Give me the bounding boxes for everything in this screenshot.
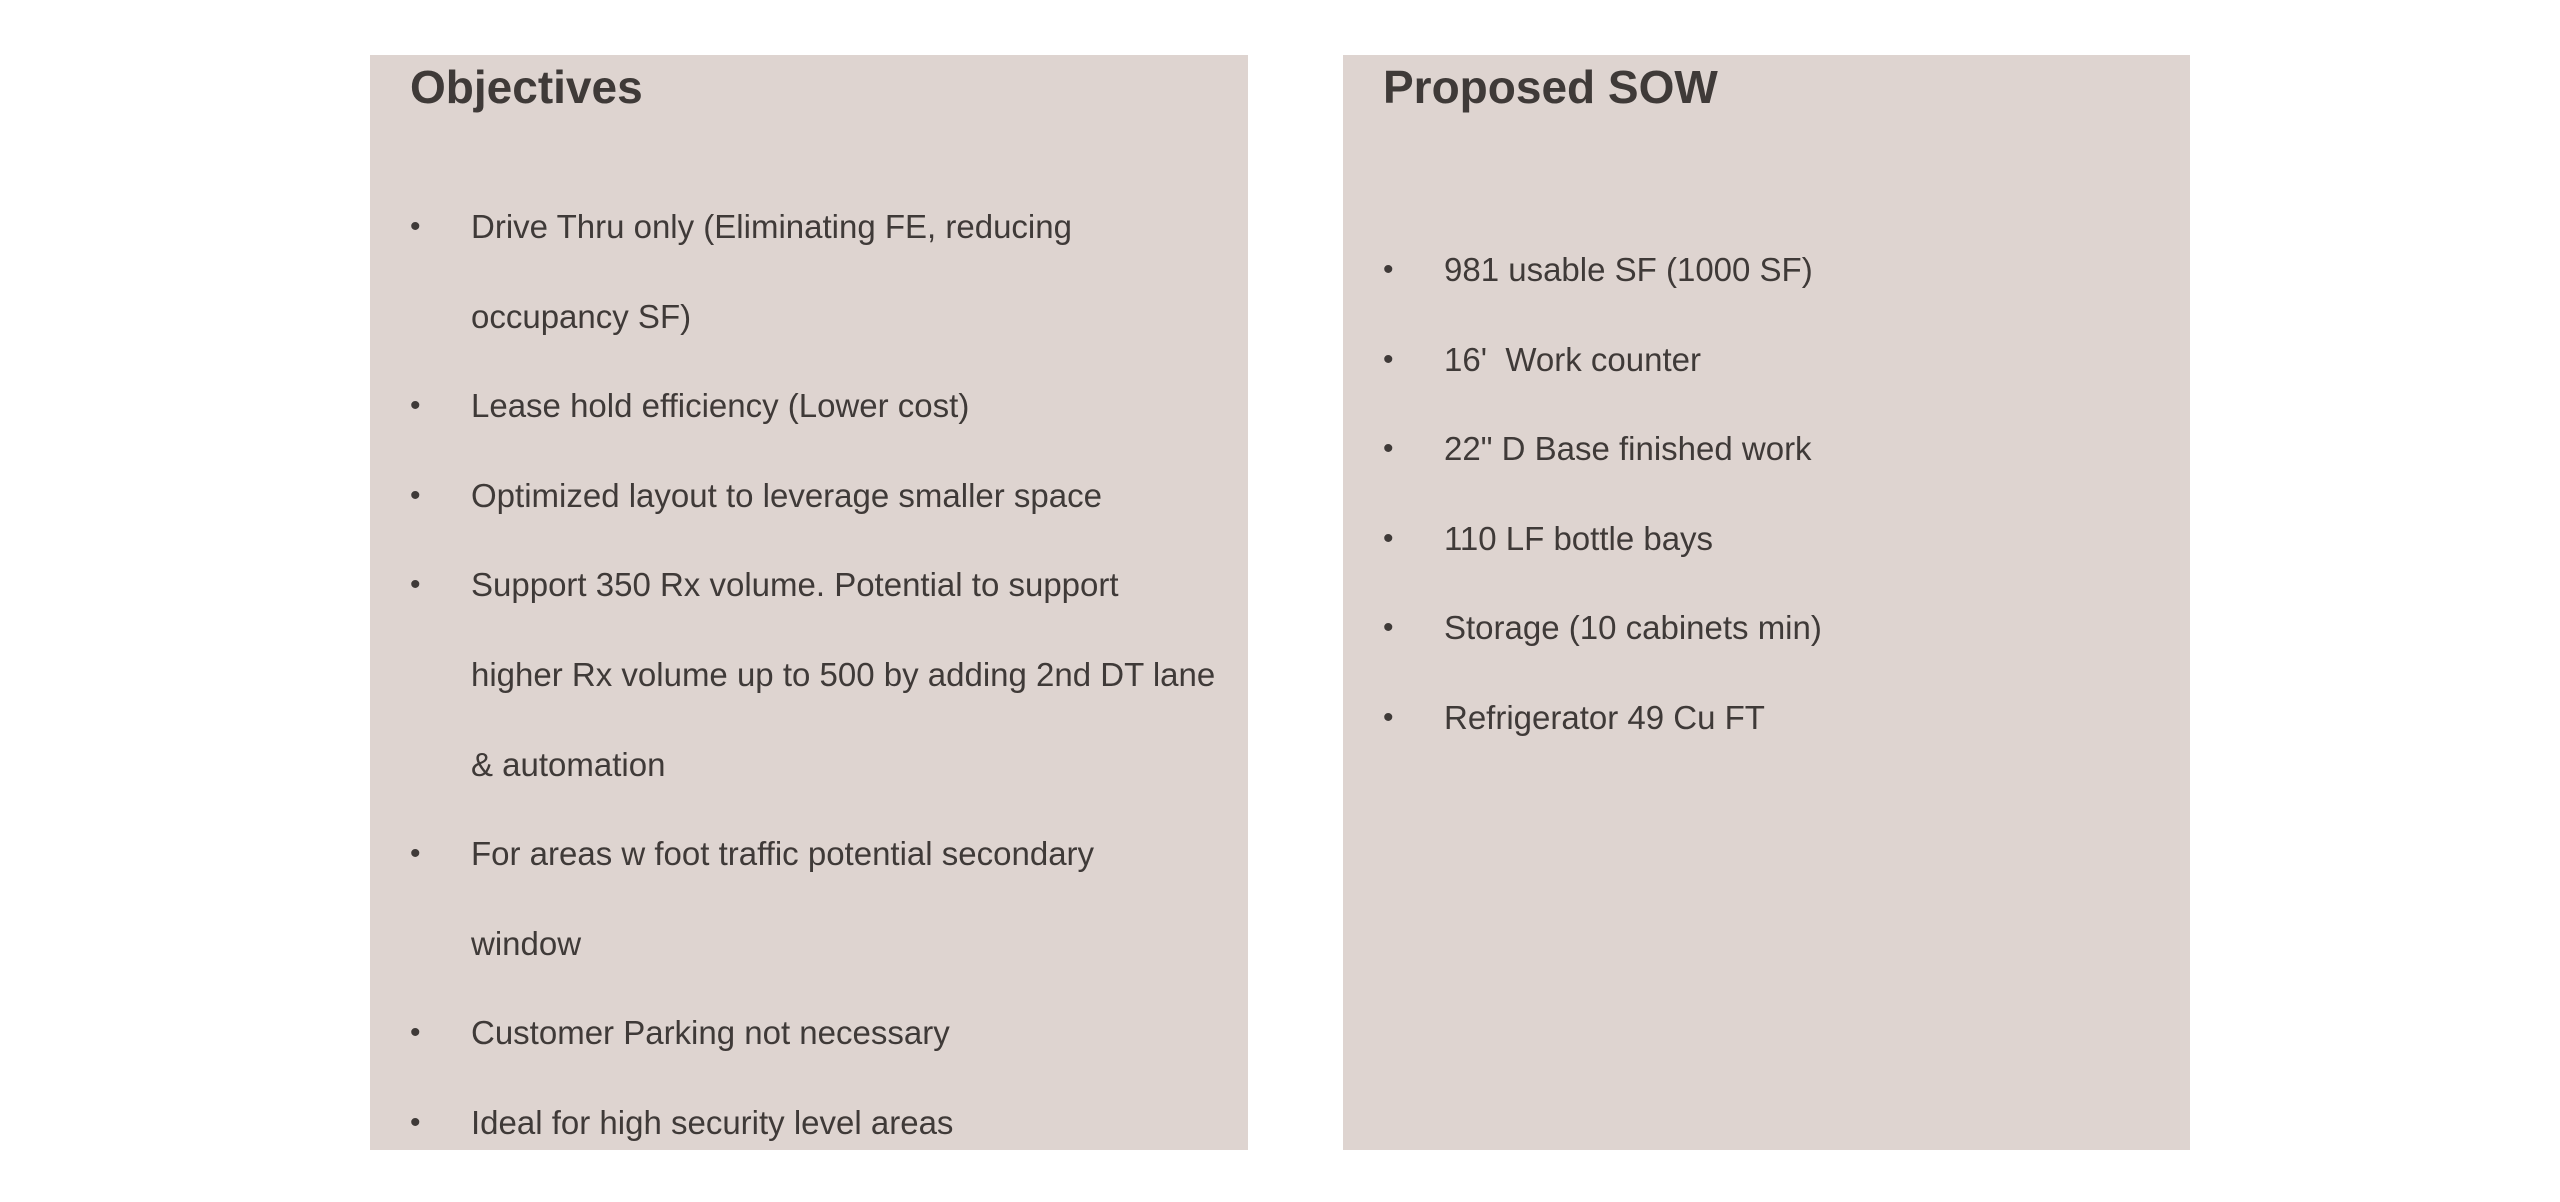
objective-item-line: For areas w foot traffic potential secondary: [471, 835, 1095, 873]
sow-item: [1343, 673, 2163, 763]
objective-item: [370, 988, 1250, 1078]
objective-item-line: Lease hold efficiency (Lower cost): [471, 387, 970, 425]
sow-item-text: 110 LF bottle bays: [1444, 519, 1714, 557]
objective-item-line: higher Rx volume up to 500 by adding 2nd DT lane: [471, 655, 1216, 693]
bullet-icon: •: [1383, 342, 1394, 376]
bullet-icon: •: [1383, 611, 1394, 645]
sow-item-text: 981 usable SF (1000 SF): [1444, 251, 1813, 288]
bullet-icon: •: [1383, 432, 1394, 466]
bullet-icon: •: [1383, 700, 1394, 734]
bullet-icon: •: [410, 478, 421, 512]
objective-item: [370, 451, 1250, 541]
sow-item: [1343, 583, 2163, 673]
objective-item-line: & automation: [471, 745, 666, 783]
bullet-icon: •: [410, 837, 421, 871]
bullet-icon: •: [410, 1016, 421, 1050]
proposed-sow-panel: [1343, 55, 2190, 1150]
bullet-icon: •: [410, 389, 421, 423]
proposed-sow-list: [1343, 225, 2190, 763]
proposed-sow-title: Proposed SOW: [1383, 61, 1718, 113]
bullet-icon: •: [1383, 521, 1394, 555]
objective-item-line: occupancy SF): [471, 297, 692, 335]
objective-item: [370, 182, 1250, 361]
objective-item-line: Optimized layout to leverage smaller space: [471, 476, 1102, 514]
bullet-icon: •: [410, 210, 421, 243]
objective-item-line: Customer Parking not necessary: [471, 1014, 950, 1052]
sow-item: [1343, 404, 2163, 494]
objective-item-line: Ideal for high security level areas: [471, 1103, 954, 1141]
objective-item-line: Drive Thru only (Eliminating FE, reducing: [471, 208, 1072, 245]
sow-item-text: Refrigerator 49 Cu FT: [1444, 698, 1765, 736]
sow-item: [1343, 494, 2163, 584]
objective-item: [370, 1078, 1250, 1168]
bullet-icon: •: [410, 568, 421, 602]
sow-item-text: 16' Work counter: [1444, 340, 1701, 378]
objective-item-line: Support 350 Rx volume. Potential to support: [471, 566, 1119, 604]
objectives-title: Objectives: [410, 61, 643, 113]
objective-item: [370, 361, 1250, 451]
sow-item-text: 22" D Base finished work: [1444, 430, 1812, 468]
sow-item: [1343, 225, 2163, 315]
bullet-icon: •: [1383, 253, 1394, 286]
sow-item-text: Storage (10 cabinets min): [1444, 609, 1822, 647]
objective-item-line: window: [471, 924, 582, 962]
sow-item: [1343, 315, 2163, 405]
objective-item: [370, 540, 1250, 809]
objective-item: [370, 809, 1250, 988]
objectives-list: [370, 182, 1248, 1168]
objectives-panel: [370, 55, 1248, 1150]
bullet-icon: •: [410, 1105, 421, 1139]
